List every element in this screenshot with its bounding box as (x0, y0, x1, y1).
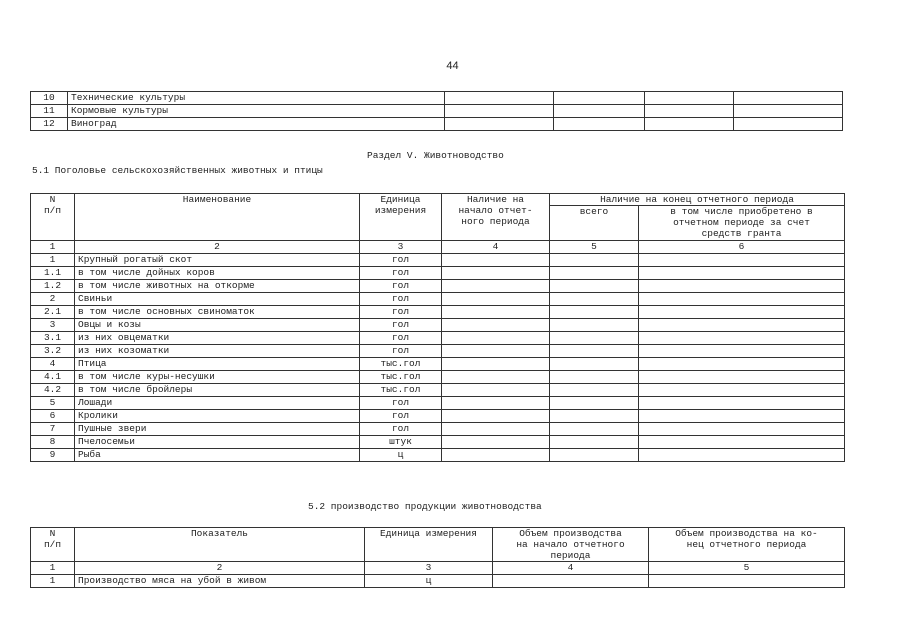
column-numbers-row (31, 562, 845, 575)
row-name: Крупный рогатый скот (75, 254, 360, 267)
header-unit: Единица измерения (365, 528, 493, 562)
empty-cell (550, 384, 639, 397)
row-number: 10 (31, 92, 68, 105)
table-row (31, 358, 845, 371)
row-number: 1.2 (31, 280, 75, 293)
empty-cell (550, 397, 639, 410)
row-number: 1 (31, 575, 75, 588)
empty-cell (554, 118, 645, 131)
header-end-grant: в том числе приобретено в отчетном периоде за счет средств гранта (639, 206, 845, 241)
empty-cell (639, 267, 845, 280)
empty-cell (734, 105, 843, 118)
livestock-caption: 5.1 Поголовье сельскохозяйственных животных и птицы (32, 165, 323, 176)
row-number: 12 (31, 118, 68, 131)
empty-cell (442, 267, 550, 280)
empty-cell (639, 371, 845, 384)
row-name: в том числе куры-несушки (75, 371, 360, 384)
empty-cell (639, 293, 845, 306)
empty-cell (639, 345, 845, 358)
empty-cell (445, 105, 554, 118)
header-n: N п/п (31, 194, 75, 241)
column-number: 6 (639, 241, 845, 254)
empty-cell (639, 397, 845, 410)
empty-cell (639, 436, 845, 449)
empty-cell (550, 423, 639, 436)
row-number: 3 (31, 319, 75, 332)
header-start: Объем производства на начало отчетного периода (493, 528, 649, 562)
row-unit: тыс.гол (360, 358, 442, 371)
empty-cell (442, 293, 550, 306)
row-name: из них козоматки (75, 345, 360, 358)
empty-cell (550, 332, 639, 345)
empty-cell (639, 423, 845, 436)
row-number: 8 (31, 436, 75, 449)
row-name: Птица (75, 358, 360, 371)
empty-cell (442, 371, 550, 384)
table-row (31, 575, 845, 588)
empty-cell (639, 332, 845, 345)
livestock-table (30, 193, 845, 462)
row-name: Пушные звери (75, 423, 360, 436)
empty-cell (554, 105, 645, 118)
empty-cell (550, 436, 639, 449)
row-name: Виноград (68, 118, 445, 131)
row-number: 9 (31, 449, 75, 462)
row-number: 3.1 (31, 332, 75, 345)
header-unit: Единица измерения (360, 194, 442, 241)
empty-cell (442, 319, 550, 332)
column-number: 1 (31, 562, 75, 575)
table-row (31, 371, 845, 384)
row-name: Лошади (75, 397, 360, 410)
row-unit: гол (360, 306, 442, 319)
empty-cell (442, 436, 550, 449)
empty-cell (639, 449, 845, 462)
table-row (31, 105, 843, 118)
table-row (31, 280, 845, 293)
header-start: Наличие на начало отчет- ного периода (442, 194, 550, 241)
table-row (31, 319, 845, 332)
table-row (31, 306, 845, 319)
row-unit: гол (360, 254, 442, 267)
header-end: Объем производства на ко- нец отчетного периода (649, 528, 845, 562)
empty-cell (734, 92, 843, 105)
row-name: Свиньи (75, 293, 360, 306)
row-unit: гол (360, 332, 442, 345)
row-unit: штук (360, 436, 442, 449)
page-number: 44 (446, 60, 459, 72)
row-number: 1 (31, 254, 75, 267)
column-number: 3 (360, 241, 442, 254)
empty-cell (442, 280, 550, 293)
empty-cell (550, 410, 639, 423)
empty-cell (645, 105, 734, 118)
column-number: 3 (365, 562, 493, 575)
row-unit: гол (360, 293, 442, 306)
production-caption: 5.2 производство продукции животноводства (308, 501, 542, 512)
row-number: 7 (31, 423, 75, 436)
empty-cell (550, 267, 639, 280)
table-row (31, 410, 845, 423)
empty-cell (442, 306, 550, 319)
empty-cell (445, 118, 554, 131)
row-unit: гол (360, 397, 442, 410)
table-row (31, 384, 845, 397)
row-number: 2 (31, 293, 75, 306)
empty-cell (550, 280, 639, 293)
empty-cell (639, 384, 845, 397)
row-name: Технические культуры (68, 92, 445, 105)
table-row (31, 267, 845, 280)
row-name: Пчелосемьи (75, 436, 360, 449)
row-name: Рыба (75, 449, 360, 462)
table-row (31, 118, 843, 131)
section-title: Раздел V. Животноводство (367, 150, 504, 161)
column-number: 5 (550, 241, 639, 254)
empty-cell (445, 92, 554, 105)
column-number: 5 (649, 562, 845, 575)
row-unit: ц (360, 449, 442, 462)
column-number: 4 (493, 562, 649, 575)
empty-cell (442, 254, 550, 267)
table-row (31, 436, 845, 449)
row-unit: тыс.гол (360, 371, 442, 384)
row-name: в том числе бройлеры (75, 384, 360, 397)
row-name: Кормовые культуры (68, 105, 445, 118)
row-unit: ц (365, 575, 493, 588)
row-number: 1.1 (31, 267, 75, 280)
empty-cell (645, 92, 734, 105)
row-unit: гол (360, 319, 442, 332)
row-name: Кролики (75, 410, 360, 423)
row-name: в том числе животных на откорме (75, 280, 360, 293)
row-name: Овцы и козы (75, 319, 360, 332)
row-number: 4.2 (31, 384, 75, 397)
empty-cell (639, 410, 845, 423)
row-number: 2.1 (31, 306, 75, 319)
row-unit: гол (360, 423, 442, 436)
empty-cell (734, 118, 843, 131)
table-row (31, 254, 845, 267)
row-number: 4 (31, 358, 75, 371)
header-name: Наименование (75, 194, 360, 241)
empty-cell (442, 358, 550, 371)
column-number: 2 (75, 562, 365, 575)
row-number: 4.1 (31, 371, 75, 384)
production-table (30, 527, 845, 588)
empty-cell (639, 280, 845, 293)
empty-cell (550, 293, 639, 306)
empty-cell (442, 397, 550, 410)
empty-cell (645, 118, 734, 131)
empty-cell (442, 384, 550, 397)
header-indicator: Показатель (75, 528, 365, 562)
empty-cell (442, 423, 550, 436)
empty-cell (639, 319, 845, 332)
empty-cell (442, 449, 550, 462)
table-row (31, 92, 843, 105)
row-number: 11 (31, 105, 68, 118)
crops-table (30, 91, 843, 131)
row-name: Производство мяса на убой в живом (75, 575, 365, 588)
row-unit: гол (360, 345, 442, 358)
table-row (31, 423, 845, 436)
column-numbers-row (31, 241, 845, 254)
empty-cell (550, 371, 639, 384)
row-unit: гол (360, 280, 442, 293)
empty-cell (442, 410, 550, 423)
row-unit: тыс.гол (360, 384, 442, 397)
empty-cell (639, 358, 845, 371)
empty-cell (550, 449, 639, 462)
table-row (31, 449, 845, 462)
header-n: N п/п (31, 528, 75, 562)
row-number: 6 (31, 410, 75, 423)
column-number: 2 (75, 241, 360, 254)
row-unit: гол (360, 267, 442, 280)
empty-cell (493, 575, 649, 588)
row-number: 3.2 (31, 345, 75, 358)
header-end-total: всего (550, 206, 639, 241)
table-row (31, 332, 845, 345)
empty-cell (554, 92, 645, 105)
column-number: 4 (442, 241, 550, 254)
empty-cell (550, 319, 639, 332)
header-end-group: Наличие на конец отчетного периода (550, 194, 845, 206)
row-name: из них овцематки (75, 332, 360, 345)
column-number: 1 (31, 241, 75, 254)
empty-cell (442, 332, 550, 345)
row-name: в том числе дойных коров (75, 267, 360, 280)
row-number: 5 (31, 397, 75, 410)
empty-cell (550, 358, 639, 371)
table-row (31, 293, 845, 306)
empty-cell (442, 345, 550, 358)
row-unit: гол (360, 410, 442, 423)
row-name: в том числе основных свиноматок (75, 306, 360, 319)
empty-cell (550, 306, 639, 319)
empty-cell (649, 575, 845, 588)
empty-cell (639, 306, 845, 319)
empty-cell (639, 254, 845, 267)
table-row (31, 345, 845, 358)
empty-cell (550, 345, 639, 358)
table-row (31, 397, 845, 410)
empty-cell (550, 254, 639, 267)
